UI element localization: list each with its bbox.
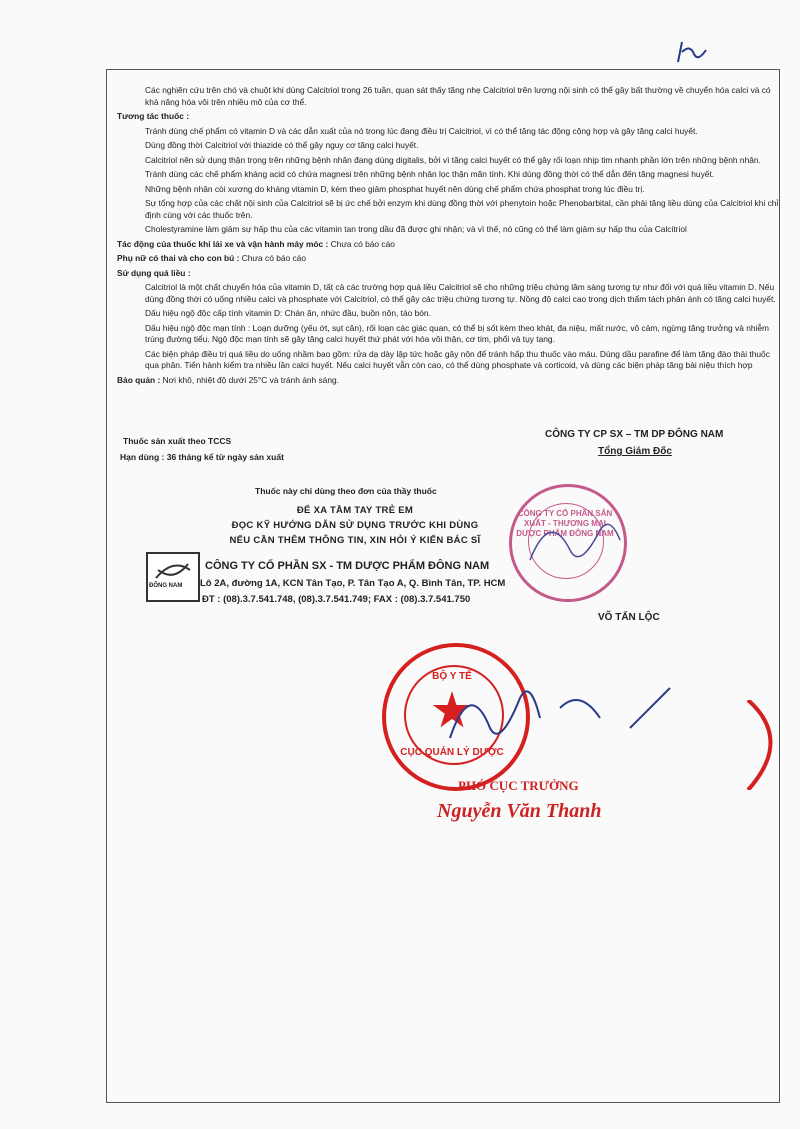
deputy-title: PHÓ CỤC TRƯỞNG — [458, 778, 579, 793]
interaction-item: Những bệnh nhân còi xương do kháng vitamin D, kèm theo giảm phosphat huyết nên dùng chế phẩm chứa phosphat trong lúc điều trị. — [145, 183, 645, 194]
logo-text: ĐÔNG NAM — [149, 583, 183, 589]
ministry-stamp-top: BỘ Y TẾ — [432, 671, 472, 682]
interaction-item: Cholestyramine làm giảm sự hấp thu của các vitamin tan trong dầu đã được ghi nhận; và vì thế, nó cũng có thể làm giảm sự hấp thu của Calcitriol — [145, 224, 687, 234]
ceo-title: Tổng Giám Đốc — [598, 446, 672, 457]
interactions-heading: Tương tác thuốc : — [117, 111, 190, 121]
ceo-signature-icon — [520, 500, 630, 590]
interaction-item: Calcitriol nên sử dụng thận trọng trên những bệnh nhân đang dùng digitalis, bởi vì tăng calci huyết có thể gây rối loạn nhịp tim nhanh phần lớn trên những bệnh nhân. — [145, 154, 761, 165]
warning-line: NẾU CẦN THÊM THÔNG TIN, XIN HỎI Ý KIẾN BÁC SĨ — [229, 535, 481, 546]
partial-stamp-icon — [738, 700, 798, 790]
driving-line — [117, 239, 782, 251]
company-right: CÔNG TY CP SX – TM DP ĐÔNG NAM — [545, 429, 724, 440]
document-body — [117, 85, 782, 389]
deputy-name: Nguyễn Văn Thanh — [437, 800, 602, 822]
company-name: CÔNG TY CỔ PHẦN SX - TM DƯỢC PHẨM ĐÔNG NAM — [205, 560, 490, 572]
overdose-heading: Sử dụng quá liều : — [117, 267, 191, 278]
signer-name: VÕ TẤN LỘC — [598, 612, 660, 623]
intro-text: Các nghiên cứu trên chó và chuột khi dùng Calcitriol trong 26 tuần, quan sát thấy tăng nhẹ Calcitriol trên lượng nội sinh có thể gây bất thường về chuyển hóa calci và có khả năng hóa vôi trên nhiều mô của cơ thể. — [145, 85, 771, 107]
deputy-signature-icon — [430, 668, 690, 758]
warning-line: ĐỂ XA TẦM TAY TRẺ EM — [296, 505, 414, 516]
handwritten-mark-icon — [672, 38, 712, 66]
company-phone: ĐT : (08).3.7.541.748, (08).3.7.541.749; FAX : (08).3.7.541.750 — [202, 594, 471, 605]
overdose-item: Dấu hiệu ngộ độc cấp tính vitamin D: Chán ăn, nhức đầu, buồn nôn, táo bón. — [145, 308, 431, 318]
standard-note: Thuốc sản xuất theo TCCS — [123, 436, 232, 446]
storage-label: Bảo quản : — [117, 374, 161, 385]
interaction-item: Tránh dùng các chế phẩm kháng acid có chứa magnesi trên những bệnh nhân lọc thận mãn tính. Khi dùng đồng thời có thể dẫn đến tăng magnesi huyết. — [145, 169, 715, 179]
interaction-item: Dùng đồng thời Calcitriol với thiazide có thể gây nguy cơ tăng calci huyết. — [145, 140, 419, 150]
driving-value: Chưa có báo cáo — [330, 238, 395, 249]
storage-value: Nơi khô, nhiệt độ dưới 25°C và tránh ánh sáng. — [162, 374, 339, 385]
overdose-item: Calcitriol là một chất chuyển hóa của vitamin D, tất cả các trường hợp quá liều Calcitriol sẽ cho những triệu chứng lâm sàng tương tự như đối với quá liều vitamin D. Nếu dùng đồng thời có uống nhiều calci và phosphate với Calcitriol, có thể gây các triệu chứng tương tự. Nồng độ calci cao trong dịch thẩm tách phản ánh có tăng calci huyết. — [145, 282, 776, 304]
driving-label: Tác động của thuốc khi lái xe và vận hành máy móc : — [117, 238, 329, 249]
warning-line: ĐỌC KỸ HƯỚNG DẪN SỬ DỤNG TRƯỚC KHI DÙNG — [231, 520, 479, 531]
expiry-note: Hạn dùng : 36 tháng kể từ ngày sản xuất — [120, 452, 284, 462]
pregnancy-line — [117, 253, 782, 265]
overdose-item: Các biện pháp điều trị quá liều do uống nhầm bao gồm: rửa dạ dày lập tức hoặc gây nôn để tránh hấp thu thuốc vào máu. Dùng dầu parafine để làm tăng đào thải thuốc qua phân. Tiến hành kiểm tra nhiều lần calci huyết. Nếu calci huyết vẫn còn cao, có thể dùng phosphate và corticoid, và dùng các biện pháp tăng bài niệu thích hợp — [145, 348, 770, 370]
company-logo — [146, 552, 200, 602]
pregnancy-value: Chưa có báo cáo — [241, 253, 306, 263]
storage-line — [117, 375, 782, 387]
company-stamp-text: CÔNG TY CỔ PHẦN SẢN XUẤT - THƯƠNG MẠI DƯỢC PHẨM ĐÔNG NAM — [516, 509, 614, 538]
pregnancy-label: Phụ nữ có thai và cho con bú : — [117, 253, 240, 263]
company-address: Lô 2A, đường 1A, KCN Tân Tạo, P. Tân Tạo A, Q. Bình Tân, TP. HCM — [200, 578, 506, 589]
logo-swirl-icon — [148, 556, 198, 586]
prescription-note: Thuốc này chỉ dùng theo đơn của thầy thuốc — [255, 486, 437, 496]
interaction-item: Tránh dùng chế phẩm có vitamin D và các dẫn xuất của nó trong lúc đang điều trị Calcitriol, vì có thể tăng tác động cộng hợp và gây tăng calci huyết. — [145, 125, 698, 136]
overdose-item: Dấu hiệu ngộ độc mạn tính : Loạn dưỡng (yếu ớt, sụt cân), rối loạn các giác quan, có thể bị sốt kèm theo khát, đa niệu, mất nước, vô cảm, ngừng tăng trưởng và nhiễm trùng đường tiểu. Ngộ độc mạn tính sẽ gây tăng calci huyết thứ phát với hóa vôi thận, cơ tim, phổi và tụy tạng. — [145, 322, 770, 344]
ministry-stamp-bottom: CỤC QUẢN LÝ DƯỢC — [400, 747, 504, 758]
interaction-item: Sự tổng hợp của các chất nội sinh của Calcitriol sẽ bị ức chế bởi enzym khi dùng đồng thời với phenytoin hoặc Phenobarbital, cần phải tăng liều dùng của Calcitriol khi chỉ định cùng với các thuốc trên. — [145, 198, 779, 220]
